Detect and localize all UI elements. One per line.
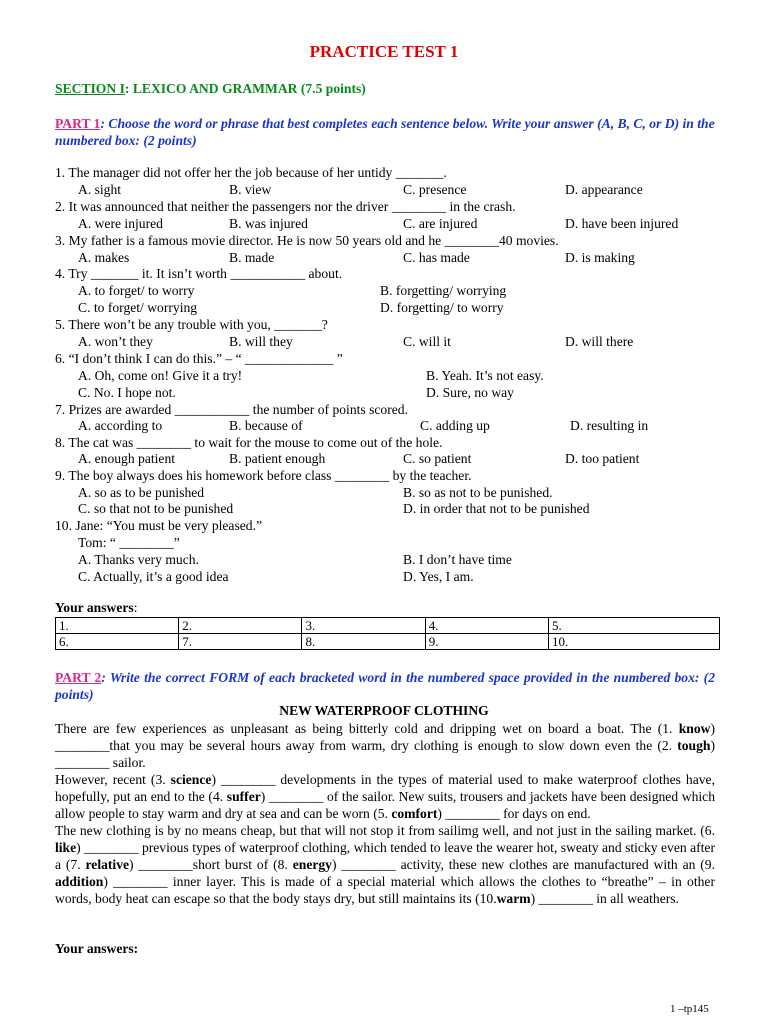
option: D. will there [565, 334, 634, 349]
question-stem: 5. There won’t be any trouble with you, _______? [55, 317, 328, 332]
part2-heading [55, 669, 715, 703]
question-stem: 3. My father is a famous movie director. He is now 50 years old and he ________40 movies. [55, 233, 559, 248]
passage-text: ) ________ in all weathers. [530, 891, 679, 906]
option: B. so as not to be punished. [403, 485, 553, 500]
answer-cell[interactable]: 8. [302, 634, 425, 650]
option: C. so that not to be punished [78, 501, 234, 516]
bracketed-word: science [170, 772, 212, 787]
option: A. sight [78, 182, 122, 197]
option: D. resulting in [570, 418, 649, 433]
answers-label-colon: : [133, 600, 138, 615]
page-footer: 1 –tp145 [670, 1003, 709, 1015]
answer-cell[interactable]: 2. [179, 618, 302, 634]
option: B. I don’t have time [403, 552, 512, 567]
bracketed-word: suffer [226, 789, 261, 804]
question-stem: 10. Jane: “You must be very pleased.” [55, 518, 263, 533]
passage-text: ) ________short burst of (8. [129, 857, 293, 872]
option: A. Thanks very much. [78, 552, 199, 567]
option: C. No. I hope not. [78, 385, 176, 400]
answer-cell[interactable]: 4. [425, 618, 548, 634]
option: C. adding up [420, 418, 490, 433]
passage-text: ) ________ for days on end. [437, 806, 591, 821]
question-stem: 1. The manager did not offer her the job because of her untidy _______. [55, 165, 447, 180]
answer-cell[interactable]: 5. [548, 618, 719, 634]
question-stem: 2. It was announced that neither the passengers nor the driver ________ in the crash. [55, 199, 516, 214]
passage-paragraph [55, 771, 715, 822]
option: B. was injured [229, 216, 308, 231]
part2-answers-label: Your answers: [55, 941, 139, 956]
answer-grid [55, 617, 720, 650]
answer-cell[interactable]: 10. [548, 634, 719, 650]
option: C. to forget/ worrying [78, 300, 198, 315]
option: B. forgetting/ worrying [380, 283, 507, 298]
option: C. will it [403, 334, 451, 349]
option: A. makes [78, 250, 130, 265]
answer-cell[interactable]: 7. [179, 634, 302, 650]
part1-heading [55, 115, 715, 149]
passage-text: The new clothing is by no means cheap, but that will not stop it from sailimg well, and not just in the sailing market. (6. [55, 823, 715, 838]
passage-paragraph [55, 822, 715, 907]
option: A. according to [78, 418, 163, 433]
option: D. too patient [565, 451, 640, 466]
option: D. have been injured [565, 216, 679, 231]
passage-text: There are few experiences as unpleasant as being bitterly cold and dripping wet on board a boat. The (1. [55, 721, 679, 736]
question-stem: 9. The boy always does his homework before class ________ by the teacher. [55, 468, 472, 483]
passage [55, 720, 715, 907]
question-stem: 6. “I don’t think I can do this.” – “ _____________ ” [55, 351, 343, 366]
page-title: PRACTICE TEST 1 [309, 42, 459, 61]
option: D. Sure, no way [426, 385, 514, 400]
bracketed-word: warm [496, 891, 531, 906]
passage-text: ) ________ developments in the types of material used to make waterproof clothes have, hopefully, put an end to the (4. [55, 772, 715, 804]
section-text: : LEXICO AND GRAMMAR (7.5 points) [124, 81, 366, 96]
passage-title: NEW WATERPROOF CLOTHING [279, 703, 489, 718]
question-stem: 7. Prizes are awarded ___________ the number of points scored. [55, 402, 408, 417]
option: A. enough patient [78, 451, 176, 466]
passage-text: ) ________ of the sailor. New suits, trousers and jackets have been designed which allow people to stay warm and dry at sea and can be worn (5. [55, 789, 715, 821]
option: B. will they [229, 334, 293, 349]
part2-label: PART 2 [55, 670, 102, 685]
option: A. won’t they [78, 334, 153, 349]
option: D. appearance [565, 182, 643, 197]
option: A. Oh, come on! Give it a try! [78, 368, 243, 383]
answer-row [56, 618, 720, 634]
part2-instruction: : Write the correct FORM of each bracketed word in the numbered space provided in the numbered box: (2 points) [55, 670, 716, 702]
passage-text: ) ________ inner layer. This is made of a special material which allows the clothes to “breathe” – in other words, body heat can escape so that the body stays dry, but still maintains its (10. [55, 874, 715, 906]
answer-cell[interactable]: 1. [56, 618, 179, 634]
passage-text: ) ________that you may be several hours away from warm, dry clothing is enough to slow down even the (2. [55, 721, 715, 753]
option: C. has made [403, 250, 470, 265]
option: B. patient enough [229, 451, 326, 466]
passage-text: ) ________ sailor. [55, 738, 715, 770]
part1-label: PART 1 [55, 116, 101, 131]
section-heading [55, 81, 366, 97]
answers-label-text: Your answers [55, 600, 134, 615]
option: B. because of [229, 418, 303, 433]
option: B. view [229, 182, 272, 197]
option: A. so as to be punished [78, 485, 205, 500]
option: C. Actually, it’s a good idea [78, 569, 229, 584]
option: A. to forget/ to worry [78, 283, 195, 298]
option: B. Yeah. It’s not easy. [426, 368, 544, 383]
option: D. Yes, I am. [403, 569, 474, 584]
option: D. forgetting/ to worry [380, 300, 504, 315]
bracketed-word: relative [85, 857, 130, 872]
bracketed-word: energy [292, 857, 332, 872]
question-stem-line2: Tom: “ ________” [78, 535, 180, 550]
option: B. made [229, 250, 275, 265]
bracketed-word: know [678, 721, 711, 736]
passage-text: However, recent (3. [55, 772, 171, 787]
answers-label [55, 600, 137, 616]
bracketed-word: addition [55, 874, 104, 889]
bracketed-word: tough [677, 738, 711, 753]
passage-paragraph [55, 720, 715, 771]
part1-instruction: : Choose the word or phrase that best completes each sentence below. Write your answer (A, B, C, or D) in the numbered box: (2 points) [55, 116, 715, 148]
question-stem: 4. Try _______ it. It isn’t worth ___________ about. [55, 266, 343, 281]
answer-cell[interactable]: 6. [56, 634, 179, 650]
bracketed-word: comfort [391, 806, 438, 821]
answer-cell[interactable]: 3. [302, 618, 425, 634]
option: D. in order that not to be punished [403, 501, 590, 516]
question-stem: 8. The cat was ________ to wait for the mouse to come out of the hole. [55, 435, 443, 450]
answer-cell[interactable]: 9. [425, 634, 548, 650]
option: C. presence [403, 182, 467, 197]
option: C. so patient [403, 451, 472, 466]
section-label: SECTION I [55, 81, 125, 96]
option: D. is making [565, 250, 635, 265]
answer-row [56, 634, 720, 650]
option: A. were injured [78, 216, 163, 231]
passage-text: ) ________ previous types of waterproof clothing, which tended to leave the wearer hot, sweaty and sticky even after a (7. [55, 840, 715, 872]
option: C. are injured [403, 216, 478, 231]
passage-text: ) ________ activity, these new clothes are manufactured with an (9. [331, 857, 715, 872]
bracketed-word: like [55, 840, 77, 855]
